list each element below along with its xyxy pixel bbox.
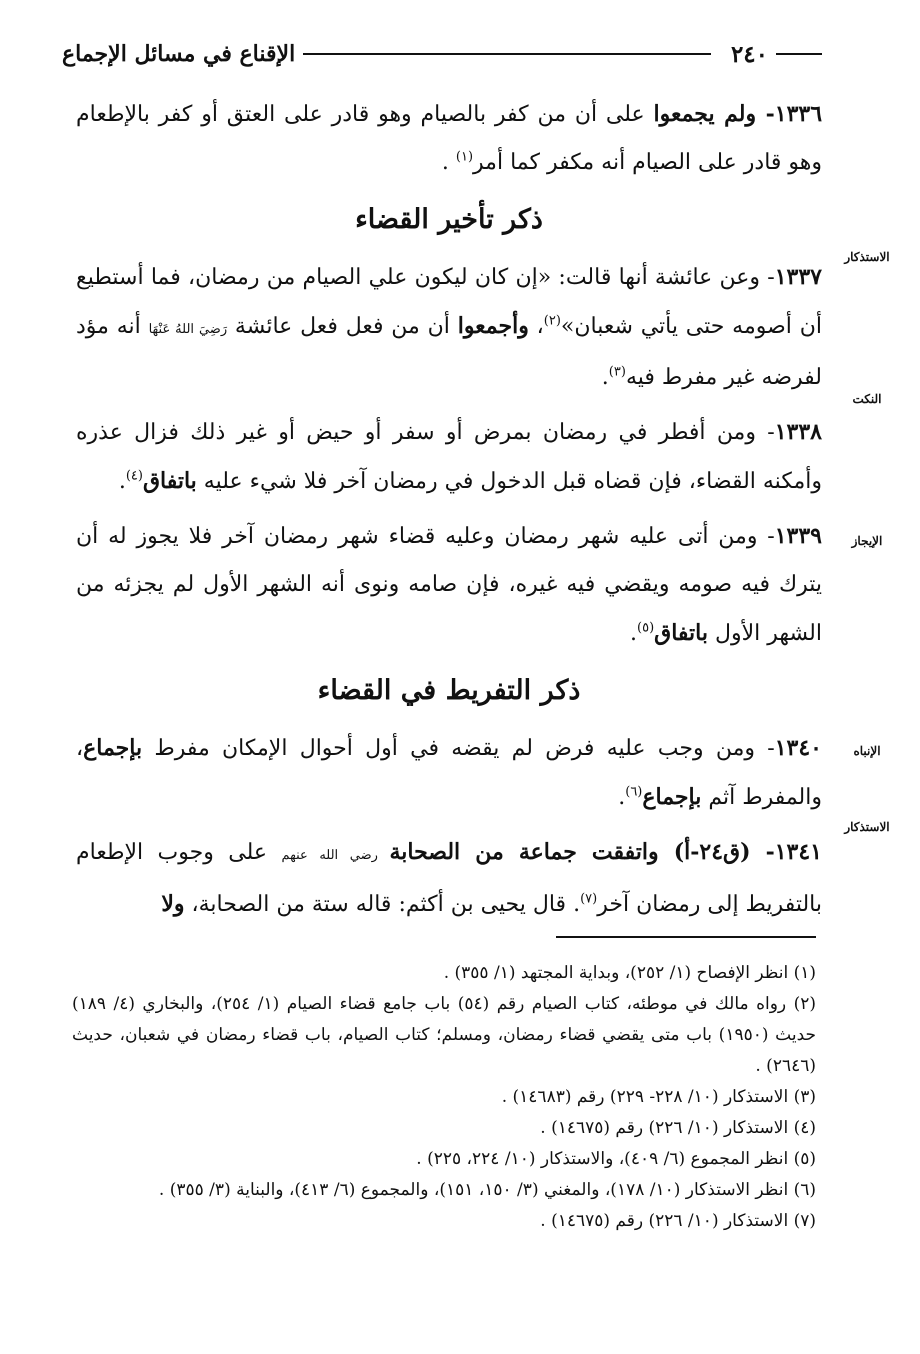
section-heading-delay: ذكر تأخير القضاء (355, 204, 543, 235)
entry-1337: ١٣٣٧- وعن عائشة أنها قالت: «إن كان ليكون علي الصيام من رمضان، فما أستطيع أن أصومه حتى يأتي شعبان»$^{(٢)}$، وأجمعوا أن من فعل فعل عائشة رَضِيَ اللهُ عَنْهَا أنه مؤد لفرضه غير مفرط فيه$^{(٣)}$. (76, 264, 822, 390)
bold-phrase: ولا (161, 891, 185, 917)
footnote-ref: (٢) (543, 313, 561, 329)
bold-phrase: بإجماع (642, 784, 702, 810)
main-text (76, 90, 822, 935)
entry-number: ١٣٤٠ (774, 735, 822, 761)
side-note-1337: الاستذكار (844, 250, 890, 264)
footnote-4: (٤) الاستذكار (١٠/ ٢٢٦) رقم (١٤٦٧٥) . (540, 1118, 816, 1138)
honorific-glyph: رَضِيَ اللهُ عَنْهَا (148, 322, 228, 337)
footnote-rule (556, 936, 816, 938)
footnote-6: (٦) انظر الاستذكار (١٠/ ١٧٨)، والمغني (٣/ ١٥٠، ١٥١)، والمجموع (٦/ ٤١٣)، والبناية (٣/ ٣٥٥) . (158, 1180, 816, 1200)
honorific-glyph: رضي الله عنهم (281, 848, 390, 863)
footnote-ref: (٥) (637, 620, 655, 636)
page-number-dash (776, 53, 822, 55)
footnotes (72, 958, 816, 1237)
entry-1336: ١٣٣٦- ولم يجمعوا على أن من كفر بالصيام وهو قادر على العتق أو كفر بالإطعام وهو قادر على الصيام أنه مكفر كما أمر$^{(١)}$ . (76, 101, 823, 175)
entry-1341: ١٣٤١- (ق٢٤-أ) واتفقت جماعة من الصحابة رضي الله عنهم على وجوب الإطعام بالتفريط إلى رمضان آخر$^{(٧)}$. قال يحيى بن أكثم: قاله ستة من الصحابة، ولا (76, 839, 822, 917)
bold-phrase: وأجمعوا (457, 313, 529, 339)
entry-1339: ١٣٣٩- ومن أتى عليه شهر رمضان وعليه قضاء شهر رمضان آخر فلا يجوز له أن يترك فيه صومه ويقضي فيه غيره، فإن صامه ونوى أنه الشهر الأول لم يجزئه من الشهر الأول باتفاق$^{(٥)}$. (76, 523, 823, 646)
footnote-3: (٣) الاستذكار (١٠/ ٢٢٨- ٢٢٩) رقم (١٤٦٨٣) . (501, 1087, 816, 1107)
entry-1338: ١٣٣٨- ومن أفطر في رمضان بمرض أو سفر أو حيض أو غير ذلك فزال عذره وأمكنه القضاء، فإن قضاه قبل الدخول في رمضان آخر فلا شيء عليه باتفاق$^{(٤)}$. (76, 419, 822, 494)
entry-number: ١٣٤١ (774, 839, 822, 865)
footnote-2: (٢) رواه مالك في موطئه، كتاب الصيام رقم (٥٤) باب جامع قضاء الصيام (١/ ٢٥٤)، والبخاري (٤/ ١٨٩) حديث (١٩٥٠) باب متى يقضي قضاء رمضان، ومسلم؛ كتاب الصيام، باب قضاء رمضان في شعبان، حديث (٢٦٤٦) . (72, 994, 816, 1076)
side-note-1339: الإيجاز (851, 534, 883, 548)
page-number: ٢٤٠ (730, 40, 768, 68)
section-heading-negligence: ذكر التفريط في القضاء (317, 675, 581, 706)
entry-1340: ١٣٤٠- ومن وجب عليه فرض لم يقضه في أول أحوال الإمكان مفرط بإجماع، والمفرط آثم بإجماع$^{(٦)}$. (76, 735, 822, 810)
entry-number: ١٣٣٨ (774, 419, 822, 445)
book-title: الإقناع في مسائل الإجماع (62, 41, 296, 67)
footnote-ref: (٤) (125, 468, 143, 484)
footnote-ref: (١) (455, 149, 474, 165)
running-header (62, 34, 822, 74)
side-note-1338: النكت (852, 392, 882, 406)
entry-number: ١٣٣٧ (774, 264, 822, 290)
footnote-7: (٧) الاستذكار (١٠/ ٢٢٦) رقم (١٤٦٧٥) . (540, 1211, 816, 1231)
header-rule (303, 53, 711, 55)
side-note-1340: الإنباه (853, 744, 881, 758)
bold-phrase: باتفاق (654, 620, 709, 646)
entry-number: ١٣٣٦ (774, 101, 823, 127)
bold-phrase: باتفاق (142, 468, 197, 494)
side-note-1341: الاستذكار (844, 820, 890, 834)
bold-phrase: بإجماع (83, 735, 143, 761)
bold-phrase: واتفقت جماعة من الصحابة (389, 839, 659, 865)
footnote-5: (٥) انظر المجموع (٦/ ٤٠٩)، والاستذكار (١٠/ ٢٢٤، ٢٢٥) . (416, 1149, 816, 1169)
bold-phrase: ولم يجمعوا (653, 101, 757, 127)
footnote-ref: (٦) (625, 784, 643, 800)
footnote-1: (١) انظر الإفصاح (١/ ٢٥٢)، وبداية المجتهد (١/ ٣٥٥) . (443, 963, 816, 983)
footnote-ref: (٧) (580, 891, 598, 907)
entry-number: ١٣٣٩ (774, 523, 822, 549)
footnote-ref: (٣) (608, 364, 626, 380)
